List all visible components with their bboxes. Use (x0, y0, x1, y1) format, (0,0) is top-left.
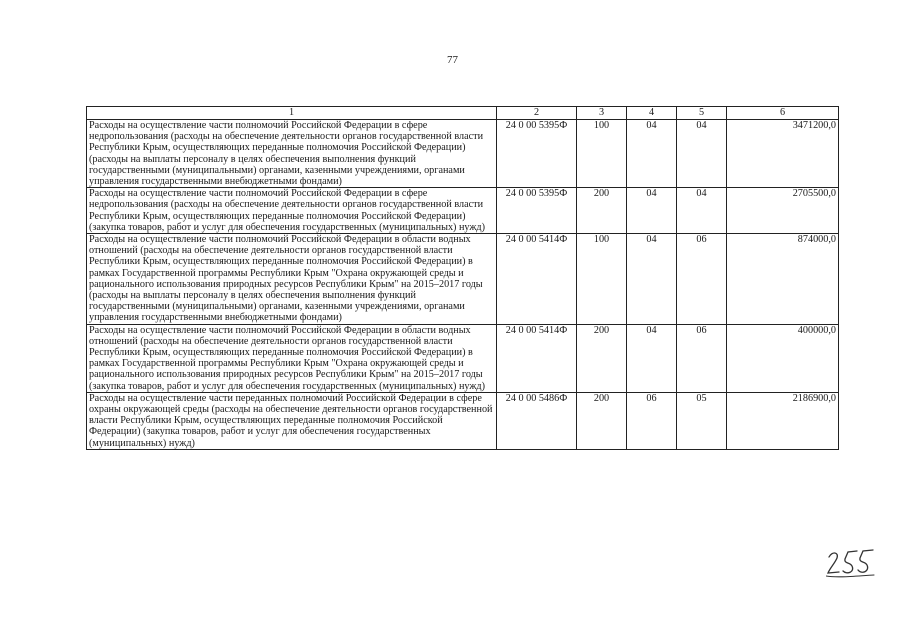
section-cell: 04 (627, 234, 677, 325)
type-cell: 200 (577, 324, 627, 392)
subsection-cell: 04 (677, 188, 727, 234)
table-row (87, 120, 839, 188)
header-cell: 4 (627, 107, 677, 120)
code-cell: 24 0 00 5486Ф (497, 392, 577, 449)
page-number: 77 (447, 54, 458, 66)
subsection-cell: 06 (677, 234, 727, 325)
code-cell: 24 0 00 5395Ф (497, 120, 577, 188)
section-cell: 04 (627, 324, 677, 392)
subsection-cell: 04 (677, 120, 727, 188)
subsection-cell: 05 (677, 392, 727, 449)
budget-table (86, 106, 839, 450)
header-cell: 2 (497, 107, 577, 120)
description-cell: Расходы на осуществление части полномочий Российской Федерации в сфере недропользования (расходы на обеспечение деятельности органов государственной власти Республики Крым, осуществляющих переданные полномочия Российской Федерации) (расходы на выплаты персоналу в целях обеспечения выполнения функций государственными (муниципальными) органами, казенными учреждениями, органами управления государственными внебюджетными фондами) (87, 120, 497, 188)
description-cell: Расходы на осуществление части полномочий Российской Федерации в сфере недропользования (расходы на обеспечение деятельности органов государственной власти Республики Крым, осуществляющих переданные полномочия Российской Федерации) (закупка товаров, работ и услуг для обеспечения государственных (муниципальных) нужд) (87, 188, 497, 234)
type-cell: 100 (577, 234, 627, 325)
header-cell: 3 (577, 107, 627, 120)
table-row (87, 392, 839, 449)
table-row (87, 188, 839, 234)
handwritten-page-number (826, 548, 876, 578)
table-row (87, 324, 839, 392)
amount-cell: 2705500,0 (727, 188, 839, 234)
amount-cell: 3471200,0 (727, 120, 839, 188)
code-cell: 24 0 00 5414Ф (497, 234, 577, 325)
description-cell: Расходы на осуществление части переданных полномочий Российской Федерации в сфере охраны окружающей среды (расходы на обеспечение деятельности органов государственной власти Республики Крым, осуществляющих переданные полномочия Российской Федерации) (закупка товаров, работ и услуг для обеспечения государственных (муниципальных) нужд) (87, 392, 497, 449)
header-cell: 5 (677, 107, 727, 120)
code-cell: 24 0 00 5395Ф (497, 188, 577, 234)
section-cell: 06 (627, 392, 677, 449)
section-cell: 04 (627, 188, 677, 234)
amount-cell: 874000,0 (727, 234, 839, 325)
amount-cell: 400000,0 (727, 324, 839, 392)
type-cell: 200 (577, 392, 627, 449)
section-cell: 04 (627, 120, 677, 188)
table-header-row (87, 107, 839, 120)
table-row (87, 234, 839, 325)
type-cell: 100 (577, 120, 627, 188)
description-cell: Расходы на осуществление части полномочий Российской Федерации в области водных отношений (расходы на обеспечение деятельности органов государственной власти Республики Крым, осуществляющих переданные полномочия Российской Федерации) в рамках Государственной программы Республики Крым "Охрана окружающей среды и рационального использования природных ресурсов Республики Крым" на 2015–2017 годы (расходы на выплаты персоналу в целях обеспечения выполнения функций государственными (муниципальными) органами, казенными учреждениями, органами управления государственными внебюджетными фондами) (87, 234, 497, 325)
header-cell: 6 (727, 107, 839, 120)
subsection-cell: 06 (677, 324, 727, 392)
description-cell: Расходы на осуществление части полномочий Российской Федерации в области водных отношений (расходы на обеспечение деятельности органов государственной власти Республики Крым, осуществляющих переданные полномочия Российской Федерации) в рамках Государственной программы Республики Крым "Охрана окружающей среды и рационального использования природных ресурсов Республики Крым" на 2015–2017 годы (закупка товаров, работ и услуг для обеспечения государственных (муниципальных) нужд) (87, 324, 497, 392)
code-cell: 24 0 00 5414Ф (497, 324, 577, 392)
amount-cell: 2186900,0 (727, 392, 839, 449)
type-cell: 200 (577, 188, 627, 234)
header-cell: 1 (87, 107, 497, 120)
